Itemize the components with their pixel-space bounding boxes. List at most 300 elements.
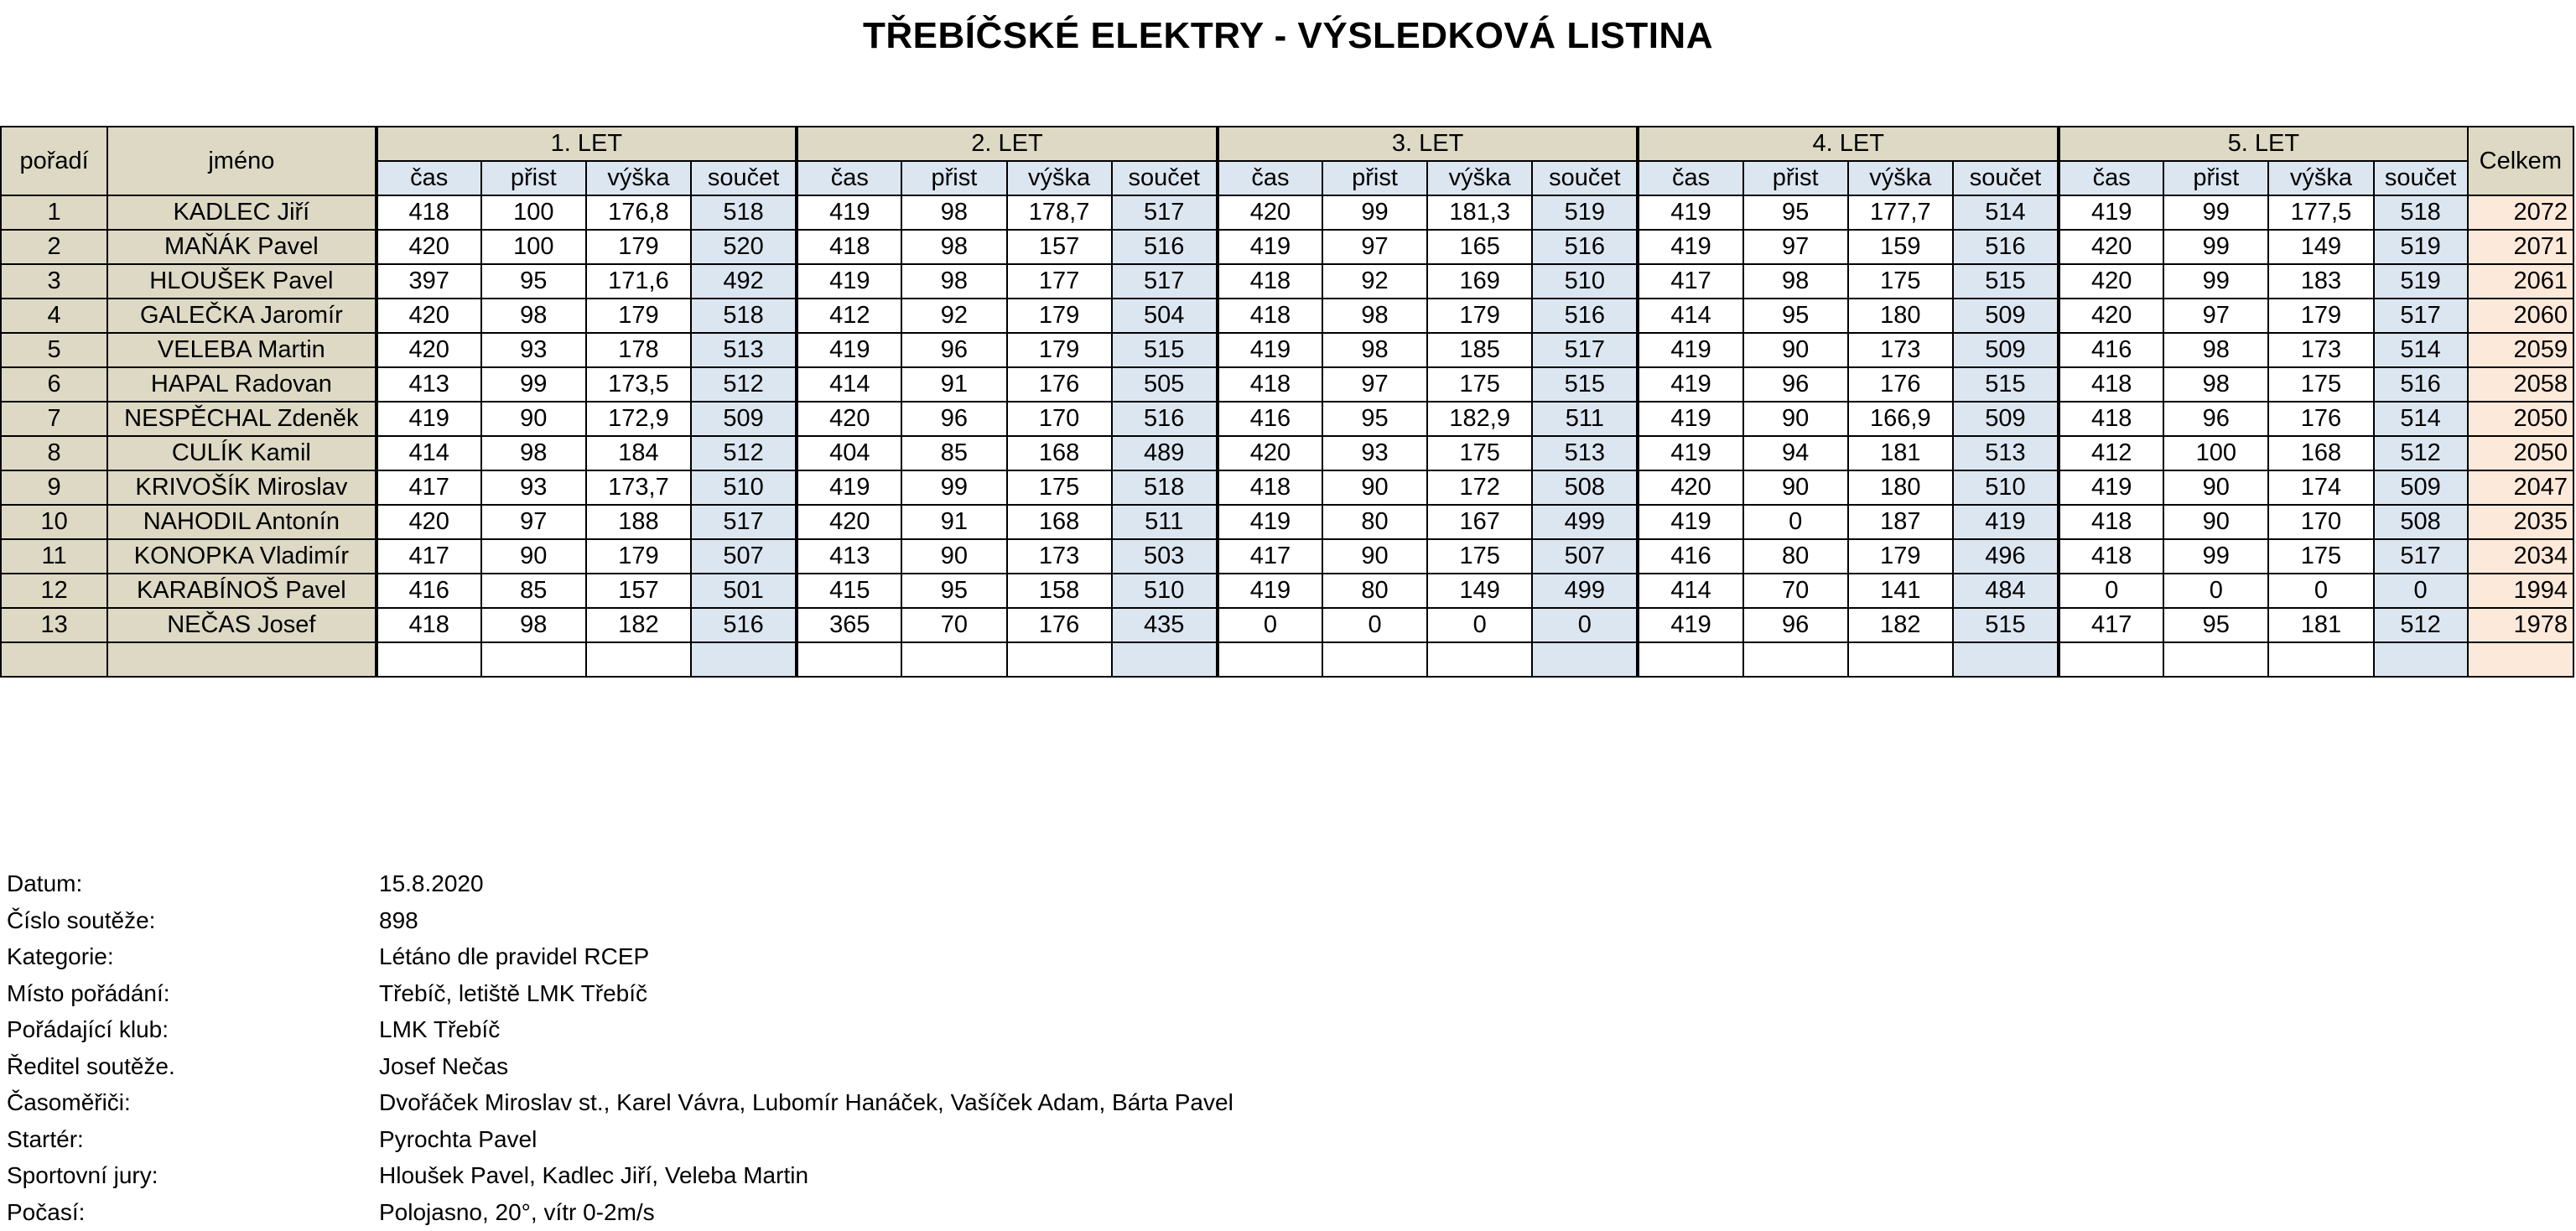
run-value-cell: 175 bbox=[1848, 264, 1953, 299]
header-name: jméno bbox=[107, 127, 376, 195]
run-value-cell: 188 bbox=[586, 505, 691, 539]
run-value-cell: 85 bbox=[481, 574, 586, 608]
info-label: Kategorie: bbox=[7, 943, 114, 969]
run-sum-cell: 516 bbox=[1112, 402, 1218, 436]
run-value-cell: 419 bbox=[1638, 333, 1742, 367]
run-value-cell: 175 bbox=[1427, 539, 1532, 574]
run-sum-cell: 517 bbox=[2374, 539, 2468, 574]
run-sum-cell: 514 bbox=[1953, 195, 2059, 230]
run-value-cell: 365 bbox=[797, 608, 901, 642]
run-value-cell: 176 bbox=[1007, 367, 1112, 402]
run-value-cell: 97 bbox=[2163, 299, 2268, 333]
run-value-cell: 99 bbox=[901, 470, 1006, 505]
run-sum-cell: 516 bbox=[1953, 230, 2059, 264]
run-value-cell: 177,7 bbox=[1848, 195, 1953, 230]
run-value-cell: 95 bbox=[901, 574, 1006, 608]
run-value-cell: 90 bbox=[2163, 470, 2268, 505]
run-sum-cell: 515 bbox=[1112, 333, 1218, 367]
run-sum-cell: 519 bbox=[1532, 195, 1638, 230]
run-value-cell: 181,3 bbox=[1427, 195, 1532, 230]
empty-cell bbox=[1848, 642, 1953, 677]
run-sum-cell: 499 bbox=[1532, 505, 1638, 539]
empty-cell bbox=[797, 642, 901, 677]
run-value-cell: 173,5 bbox=[586, 367, 691, 402]
run-value-cell: 98 bbox=[1322, 333, 1427, 367]
run-sum-cell: 508 bbox=[2374, 505, 2468, 539]
empty-cell bbox=[2059, 642, 2163, 677]
run-value-cell: 98 bbox=[481, 436, 586, 470]
info-value: Dvořáček Miroslav st., Karel Vávra, Lubomír Hanáček, Vašíček Adam, Bárta Pavel bbox=[379, 1089, 1233, 1115]
total-cell: 2050 bbox=[2468, 402, 2573, 436]
run-value-cell: 98 bbox=[901, 195, 1006, 230]
run-sum-cell: 508 bbox=[1532, 470, 1638, 505]
header-row-sub bbox=[1, 161, 2573, 195]
run-value-cell: 185 bbox=[1427, 333, 1532, 367]
run-value-cell: 98 bbox=[481, 608, 586, 642]
run-value-cell: 93 bbox=[481, 333, 586, 367]
run-value-cell: 174 bbox=[2268, 470, 2373, 505]
run-value-cell: 90 bbox=[901, 539, 1006, 574]
subheader-run-3-col-1: čas bbox=[1218, 161, 1322, 195]
run-value-cell: 404 bbox=[797, 436, 901, 470]
info-row bbox=[7, 1194, 1233, 1231]
run-value-cell: 175 bbox=[2268, 539, 2373, 574]
run-value-cell: 90 bbox=[1743, 402, 1848, 436]
run-sum-cell: 513 bbox=[1532, 436, 1638, 470]
run-value-cell: 173 bbox=[2268, 333, 2373, 367]
info-row bbox=[7, 938, 1233, 975]
run-sum-cell: 515 bbox=[1532, 367, 1638, 402]
run-value-cell: 418 bbox=[797, 230, 901, 264]
run-value-cell: 179 bbox=[1007, 299, 1112, 333]
name-cell: KADLEC Jiří bbox=[107, 195, 376, 230]
run-value-cell: 175 bbox=[1427, 436, 1532, 470]
empty-cell bbox=[2268, 642, 2373, 677]
name-cell: CULÍK Kamil bbox=[107, 436, 376, 470]
run-sum-cell: 435 bbox=[1112, 608, 1218, 642]
run-value-cell: 418 bbox=[1218, 264, 1322, 299]
info-row bbox=[7, 1048, 1233, 1085]
run-value-cell: 418 bbox=[1218, 470, 1322, 505]
info-value: LMK Třebíč bbox=[379, 1016, 501, 1042]
empty-cell bbox=[901, 642, 1006, 677]
subheader-run-2-col-4: součet bbox=[1112, 161, 1218, 195]
rank-cell: 13 bbox=[1, 608, 107, 642]
run-sum-cell: 509 bbox=[1953, 333, 2059, 367]
run-value-cell: 97 bbox=[1743, 230, 1848, 264]
subheader-run-4-col-3: výška bbox=[1848, 161, 1953, 195]
empty-cell bbox=[481, 642, 586, 677]
run-value-cell: 420 bbox=[797, 402, 901, 436]
run-value-cell: 173 bbox=[1848, 333, 1953, 367]
subheader-run-4-col-4: součet bbox=[1953, 161, 2059, 195]
empty-cell bbox=[1007, 642, 1112, 677]
run-value-cell: 182,9 bbox=[1427, 402, 1532, 436]
run-value-cell: 179 bbox=[586, 230, 691, 264]
run-value-cell: 419 bbox=[1638, 195, 1742, 230]
info-row bbox=[7, 865, 1233, 902]
run-value-cell: 419 bbox=[377, 402, 481, 436]
run-value-cell: 99 bbox=[1322, 195, 1427, 230]
run-sum-cell: 517 bbox=[2374, 299, 2468, 333]
run-value-cell: 92 bbox=[901, 299, 1006, 333]
run-value-cell: 99 bbox=[481, 367, 586, 402]
run-value-cell: 0 bbox=[1218, 608, 1322, 642]
run-sum-cell: 512 bbox=[691, 436, 797, 470]
run-value-cell: 90 bbox=[481, 539, 586, 574]
run-sum-cell: 499 bbox=[1532, 574, 1638, 608]
header-row-runs bbox=[1, 127, 2573, 161]
total-cell: 2071 bbox=[2468, 230, 2573, 264]
run-value-cell: 158 bbox=[1007, 574, 1112, 608]
run-value-cell: 168 bbox=[2268, 436, 2373, 470]
run-value-cell: 98 bbox=[2163, 333, 2268, 367]
run-value-cell: 93 bbox=[481, 470, 586, 505]
run-value-cell: 100 bbox=[2163, 436, 2268, 470]
info-value: Hloušek Pavel, Kadlec Jiří, Veleba Martin bbox=[379, 1162, 809, 1188]
run-value-cell: 415 bbox=[797, 574, 901, 608]
run-sum-cell: 504 bbox=[1112, 299, 1218, 333]
info-label: Sportovní jury: bbox=[7, 1162, 158, 1188]
run-value-cell: 414 bbox=[1638, 574, 1742, 608]
run-value-cell: 419 bbox=[2059, 470, 2163, 505]
total-cell: 2072 bbox=[2468, 195, 2573, 230]
rank-cell: 6 bbox=[1, 367, 107, 402]
run-value-cell: 420 bbox=[1218, 195, 1322, 230]
run-sum-cell: 516 bbox=[1112, 230, 1218, 264]
run-sum-cell: 503 bbox=[1112, 539, 1218, 574]
run-value-cell: 168 bbox=[1007, 436, 1112, 470]
run-value-cell: 169 bbox=[1427, 264, 1532, 299]
run-value-cell: 181 bbox=[1848, 436, 1953, 470]
run-sum-cell: 510 bbox=[691, 470, 797, 505]
run-value-cell: 417 bbox=[1638, 264, 1742, 299]
run-value-cell: 173,7 bbox=[586, 470, 691, 505]
empty-cell bbox=[1743, 642, 1848, 677]
run-value-cell: 91 bbox=[901, 367, 1006, 402]
info-value: 15.8.2020 bbox=[379, 870, 484, 896]
total-cell: 1978 bbox=[2468, 608, 2573, 642]
run-value-cell: 166,9 bbox=[1848, 402, 1953, 436]
run-sum-cell: 516 bbox=[1532, 299, 1638, 333]
run-sum-cell: 510 bbox=[1532, 264, 1638, 299]
run-value-cell: 149 bbox=[2268, 230, 2373, 264]
info-label: Časoměřiči: bbox=[7, 1089, 131, 1115]
run-value-cell: 98 bbox=[1322, 299, 1427, 333]
run-sum-cell: 515 bbox=[1953, 608, 2059, 642]
subheader-run-4-col-1: čas bbox=[1638, 161, 1742, 195]
run-value-cell: 90 bbox=[1743, 333, 1848, 367]
rank-cell: 11 bbox=[1, 539, 107, 574]
run-sum-cell: 520 bbox=[691, 230, 797, 264]
empty-cell bbox=[1532, 642, 1638, 677]
run-sum-cell: 517 bbox=[1112, 264, 1218, 299]
run-value-cell: 0 bbox=[1427, 608, 1532, 642]
run-value-cell: 418 bbox=[1218, 299, 1322, 333]
info-row bbox=[7, 1121, 1233, 1158]
subheader-run-3-col-4: součet bbox=[1532, 161, 1638, 195]
table-row bbox=[1, 505, 2573, 539]
name-cell: HLOUŠEK Pavel bbox=[107, 264, 376, 299]
run-sum-cell: 519 bbox=[2374, 230, 2468, 264]
table-row bbox=[1, 470, 2573, 505]
info-value: Josef Nečas bbox=[379, 1052, 509, 1079]
empty-cell bbox=[586, 642, 691, 677]
run-value-cell: 420 bbox=[377, 299, 481, 333]
table-row bbox=[1, 539, 2573, 574]
run-value-cell: 420 bbox=[797, 505, 901, 539]
run-value-cell: 419 bbox=[797, 333, 901, 367]
rank-cell: 12 bbox=[1, 574, 107, 608]
header-total: Celkem bbox=[2468, 127, 2573, 195]
run-value-cell: 179 bbox=[1427, 299, 1532, 333]
empty-cell bbox=[2468, 642, 2573, 677]
run-value-cell: 419 bbox=[1638, 608, 1742, 642]
run-value-cell: 397 bbox=[377, 264, 481, 299]
run-value-cell: 420 bbox=[377, 333, 481, 367]
subheader-run-4-col-2: přist bbox=[1743, 161, 1848, 195]
rank-cell: 3 bbox=[1, 264, 107, 299]
run-sum-cell: 516 bbox=[2374, 367, 2468, 402]
run-value-cell: 418 bbox=[2059, 505, 2163, 539]
name-cell: MAŇÁK Pavel bbox=[107, 230, 376, 264]
run-sum-cell: 492 bbox=[691, 264, 797, 299]
empty-cell bbox=[377, 642, 481, 677]
run-value-cell: 412 bbox=[797, 299, 901, 333]
empty-cell bbox=[1218, 642, 1322, 677]
header-run-2: 2. LET bbox=[797, 127, 1218, 161]
run-value-cell: 413 bbox=[377, 367, 481, 402]
competition-info bbox=[7, 865, 1233, 1230]
run-sum-cell: 484 bbox=[1953, 574, 2059, 608]
info-value: Polojasno, 20°, vítr 0-2m/s bbox=[379, 1198, 655, 1225]
run-value-cell: 182 bbox=[1848, 608, 1953, 642]
name-cell: HAPAL Radovan bbox=[107, 367, 376, 402]
run-value-cell: 178,7 bbox=[1007, 195, 1112, 230]
total-cell: 2061 bbox=[2468, 264, 2573, 299]
name-cell: NEČAS Josef bbox=[107, 608, 376, 642]
table-row bbox=[1, 608, 2573, 642]
name-cell: GALEČKA Jaromír bbox=[107, 299, 376, 333]
info-label: Pořádající klub: bbox=[7, 1016, 169, 1042]
info-row bbox=[7, 1157, 1233, 1194]
table-row bbox=[1, 299, 2573, 333]
info-row bbox=[7, 1011, 1233, 1048]
run-value-cell: 96 bbox=[901, 402, 1006, 436]
run-value-cell: 159 bbox=[1848, 230, 1953, 264]
run-value-cell: 90 bbox=[481, 402, 586, 436]
run-value-cell: 90 bbox=[1322, 470, 1427, 505]
total-cell: 2035 bbox=[2468, 505, 2573, 539]
run-sum-cell: 518 bbox=[2374, 195, 2468, 230]
subheader-run-3-col-3: výška bbox=[1427, 161, 1532, 195]
info-label: Místo pořádání: bbox=[7, 979, 170, 1006]
run-sum-cell: 515 bbox=[1953, 264, 2059, 299]
name-cell: KARABÍNOŠ Pavel bbox=[107, 574, 376, 608]
subheader-run-1-col-4: součet bbox=[691, 161, 797, 195]
run-sum-cell: 515 bbox=[1953, 367, 2059, 402]
run-value-cell: 172 bbox=[1427, 470, 1532, 505]
run-value-cell: 180 bbox=[1848, 299, 1953, 333]
subheader-run-1-col-1: čas bbox=[377, 161, 481, 195]
rank-cell: 4 bbox=[1, 299, 107, 333]
run-value-cell: 167 bbox=[1427, 505, 1532, 539]
run-value-cell: 413 bbox=[797, 539, 901, 574]
run-value-cell: 420 bbox=[2059, 299, 2163, 333]
subheader-run-5-col-4: součet bbox=[2374, 161, 2468, 195]
run-sum-cell: 518 bbox=[691, 195, 797, 230]
run-sum-cell: 514 bbox=[2374, 402, 2468, 436]
run-value-cell: 418 bbox=[2059, 539, 2163, 574]
empty-cell bbox=[1112, 642, 1218, 677]
run-value-cell: 420 bbox=[377, 505, 481, 539]
run-sum-cell: 501 bbox=[691, 574, 797, 608]
run-value-cell: 176 bbox=[1848, 367, 1953, 402]
run-value-cell: 0 bbox=[2163, 574, 2268, 608]
run-value-cell: 418 bbox=[2059, 367, 2163, 402]
run-sum-cell: 0 bbox=[2374, 574, 2468, 608]
run-value-cell: 414 bbox=[377, 436, 481, 470]
run-value-cell: 96 bbox=[901, 333, 1006, 367]
run-value-cell: 173 bbox=[1007, 539, 1112, 574]
run-sum-cell: 0 bbox=[1532, 608, 1638, 642]
run-value-cell: 419 bbox=[1638, 505, 1742, 539]
subheader-run-2-col-2: přist bbox=[901, 161, 1006, 195]
header-run-5: 5. LET bbox=[2059, 127, 2468, 161]
run-value-cell: 168 bbox=[1007, 505, 1112, 539]
run-value-cell: 419 bbox=[2059, 195, 2163, 230]
table-row bbox=[1, 574, 2573, 608]
table-row bbox=[1, 402, 2573, 436]
total-cell: 1994 bbox=[2468, 574, 2573, 608]
run-value-cell: 179 bbox=[586, 299, 691, 333]
run-value-cell: 97 bbox=[1322, 367, 1427, 402]
rank-cell: 1 bbox=[1, 195, 107, 230]
run-value-cell: 176 bbox=[2268, 402, 2373, 436]
empty-cell bbox=[1427, 642, 1532, 677]
run-sum-cell: 510 bbox=[1953, 470, 2059, 505]
run-value-cell: 414 bbox=[797, 367, 901, 402]
run-value-cell: 175 bbox=[2268, 367, 2373, 402]
run-value-cell: 414 bbox=[1638, 299, 1742, 333]
run-value-cell: 92 bbox=[1322, 264, 1427, 299]
run-value-cell: 95 bbox=[1743, 299, 1848, 333]
run-value-cell: 176,8 bbox=[586, 195, 691, 230]
run-sum-cell: 496 bbox=[1953, 539, 2059, 574]
table-row bbox=[1, 195, 2573, 230]
empty-cell bbox=[2163, 642, 2268, 677]
run-value-cell: 416 bbox=[1638, 539, 1742, 574]
run-value-cell: 178 bbox=[586, 333, 691, 367]
name-cell: VELEBA Martin bbox=[107, 333, 376, 367]
info-label: Ředitel soutěže. bbox=[7, 1052, 175, 1079]
run-value-cell: 100 bbox=[481, 195, 586, 230]
run-value-cell: 91 bbox=[901, 505, 1006, 539]
run-value-cell: 177 bbox=[1007, 264, 1112, 299]
run-value-cell: 418 bbox=[377, 195, 481, 230]
run-value-cell: 417 bbox=[377, 539, 481, 574]
name-cell: NAHODIL Antonín bbox=[107, 505, 376, 539]
run-value-cell: 99 bbox=[2163, 230, 2268, 264]
run-value-cell: 96 bbox=[1743, 608, 1848, 642]
run-value-cell: 94 bbox=[1743, 436, 1848, 470]
run-value-cell: 99 bbox=[2163, 539, 2268, 574]
info-value: Létáno dle pravidel RCEP bbox=[379, 943, 650, 969]
empty-cell bbox=[1953, 642, 2059, 677]
empty-cell bbox=[691, 642, 797, 677]
run-value-cell: 90 bbox=[1322, 539, 1427, 574]
total-cell: 2034 bbox=[2468, 539, 2573, 574]
run-sum-cell: 514 bbox=[2374, 333, 2468, 367]
rank-cell: 9 bbox=[1, 470, 107, 505]
empty-cell bbox=[2374, 642, 2468, 677]
info-row bbox=[7, 902, 1233, 939]
run-value-cell: 419 bbox=[797, 470, 901, 505]
run-value-cell: 0 bbox=[1322, 608, 1427, 642]
run-value-cell: 97 bbox=[481, 505, 586, 539]
run-sum-cell: 511 bbox=[1532, 402, 1638, 436]
info-row bbox=[7, 1084, 1233, 1121]
run-value-cell: 149 bbox=[1427, 574, 1532, 608]
run-value-cell: 171,6 bbox=[586, 264, 691, 299]
run-value-cell: 85 bbox=[901, 436, 1006, 470]
run-sum-cell: 519 bbox=[2374, 264, 2468, 299]
total-cell: 2060 bbox=[2468, 299, 2573, 333]
run-value-cell: 80 bbox=[1322, 505, 1427, 539]
rank-cell: 7 bbox=[1, 402, 107, 436]
empty-cell bbox=[1638, 642, 1742, 677]
run-value-cell: 0 bbox=[2268, 574, 2373, 608]
run-value-cell: 98 bbox=[901, 230, 1006, 264]
run-value-cell: 417 bbox=[377, 470, 481, 505]
info-row bbox=[7, 975, 1233, 1012]
subheader-run-5-col-3: výška bbox=[2268, 161, 2373, 195]
subheader-run-2-col-1: čas bbox=[797, 161, 901, 195]
run-sum-cell: 518 bbox=[1112, 470, 1218, 505]
run-value-cell: 177,5 bbox=[2268, 195, 2373, 230]
run-value-cell: 419 bbox=[1218, 505, 1322, 539]
info-value: Pyrochta Pavel bbox=[379, 1125, 538, 1152]
header-rank: pořadí bbox=[1, 127, 107, 195]
run-value-cell: 95 bbox=[2163, 608, 2268, 642]
page-title: TŘEBÍČSKÉ ELEKTRY - VÝSLEDKOVÁ LISTINA bbox=[863, 15, 1713, 56]
run-value-cell: 183 bbox=[2268, 264, 2373, 299]
run-value-cell: 181 bbox=[2268, 608, 2373, 642]
run-value-cell: 99 bbox=[2163, 195, 2268, 230]
subheader-run-3-col-2: přist bbox=[1322, 161, 1427, 195]
info-value: Třebíč, letiště LMK Třebíč bbox=[379, 979, 648, 1006]
subheader-run-5-col-1: čas bbox=[2059, 161, 2163, 195]
run-value-cell: 98 bbox=[2163, 367, 2268, 402]
run-value-cell: 90 bbox=[1743, 470, 1848, 505]
run-value-cell: 96 bbox=[1743, 367, 1848, 402]
run-value-cell: 420 bbox=[2059, 230, 2163, 264]
table-row bbox=[1, 333, 2573, 367]
info-label: Startér: bbox=[7, 1125, 84, 1152]
run-sum-cell: 510 bbox=[1112, 574, 1218, 608]
run-value-cell: 95 bbox=[1743, 195, 1848, 230]
subheader-run-2-col-3: výška bbox=[1007, 161, 1112, 195]
run-value-cell: 419 bbox=[1218, 574, 1322, 608]
subheader-run-1-col-2: přist bbox=[481, 161, 586, 195]
info-label: Datum: bbox=[7, 870, 83, 896]
run-sum-cell: 509 bbox=[1953, 299, 2059, 333]
run-value-cell: 416 bbox=[2059, 333, 2163, 367]
run-value-cell: 96 bbox=[2163, 402, 2268, 436]
run-value-cell: 184 bbox=[586, 436, 691, 470]
name-cell: KRIVOŠÍK Miroslav bbox=[107, 470, 376, 505]
run-sum-cell: 509 bbox=[1953, 402, 2059, 436]
